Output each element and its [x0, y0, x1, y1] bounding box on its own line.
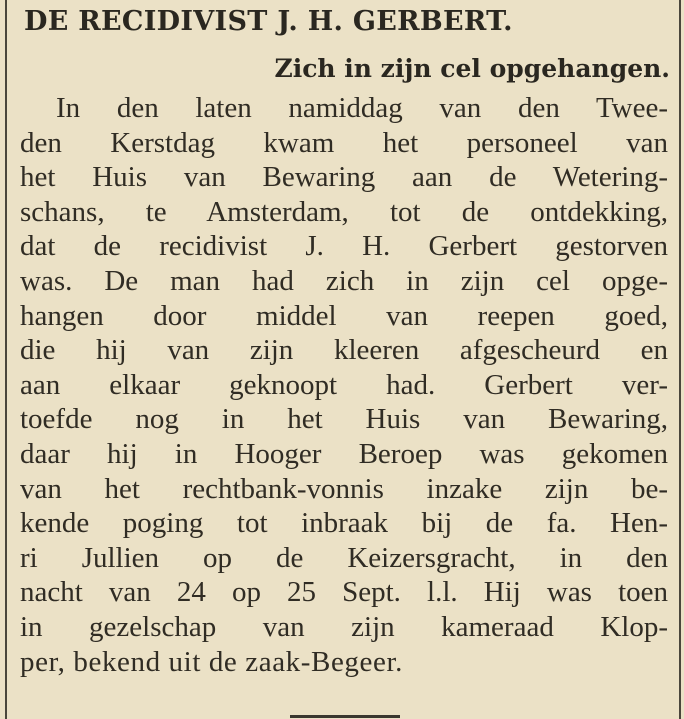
article-line: het Huis van Bewaring aan de Wetering-	[20, 161, 668, 194]
article-line: dat de recidivist J. H. Gerbert gestorven	[20, 230, 668, 263]
article-line: hangen door middel van reepen goed,	[20, 299, 668, 332]
article-line: die hij van zijn kleeren afgescheurd en	[20, 334, 668, 367]
article-line: den Kerstdag kwam het personeel van	[20, 126, 668, 159]
article-subheadline: Zich in zijn cel opgehangen.	[274, 54, 670, 83]
article-line: in gezelschap van zijn kameraad Klop-	[20, 610, 668, 643]
article-line: nacht van 24 op 25 Sept. l.l. Hij was toen	[20, 576, 668, 609]
article-line: daar hij in Hooger Beroep was gekomen	[20, 437, 668, 470]
article-headline: DE RECIDIVIST J. H. GERBERT.	[24, 6, 513, 37]
article-line: toefde nog in het Huis van Bewaring,	[20, 403, 668, 436]
article-line: schans, te Amsterdam, tot de ontdekking,	[20, 195, 668, 228]
article-line: ri Jullien op de Keizersgracht, in den	[20, 541, 668, 574]
article-body	[20, 91, 668, 679]
article-line: per, bekend uit de zaak-Begeer.	[20, 645, 403, 678]
article-line: van het rechtbank-vonnis inzake zijn be-	[20, 472, 668, 505]
column-rule-left	[5, 0, 7, 719]
article-line: kende poging tot inbraak bij de fa. Hen-	[20, 507, 668, 540]
article-line: aan elkaar geknoopt had. Gerbert ver-	[20, 368, 668, 401]
bottom-rule	[290, 715, 400, 718]
article-line: was. De man had zich in zijn cel opge-	[20, 264, 668, 297]
article-line: In den laten namiddag van den Twee-	[56, 92, 668, 124]
column-rule-right	[679, 0, 681, 719]
